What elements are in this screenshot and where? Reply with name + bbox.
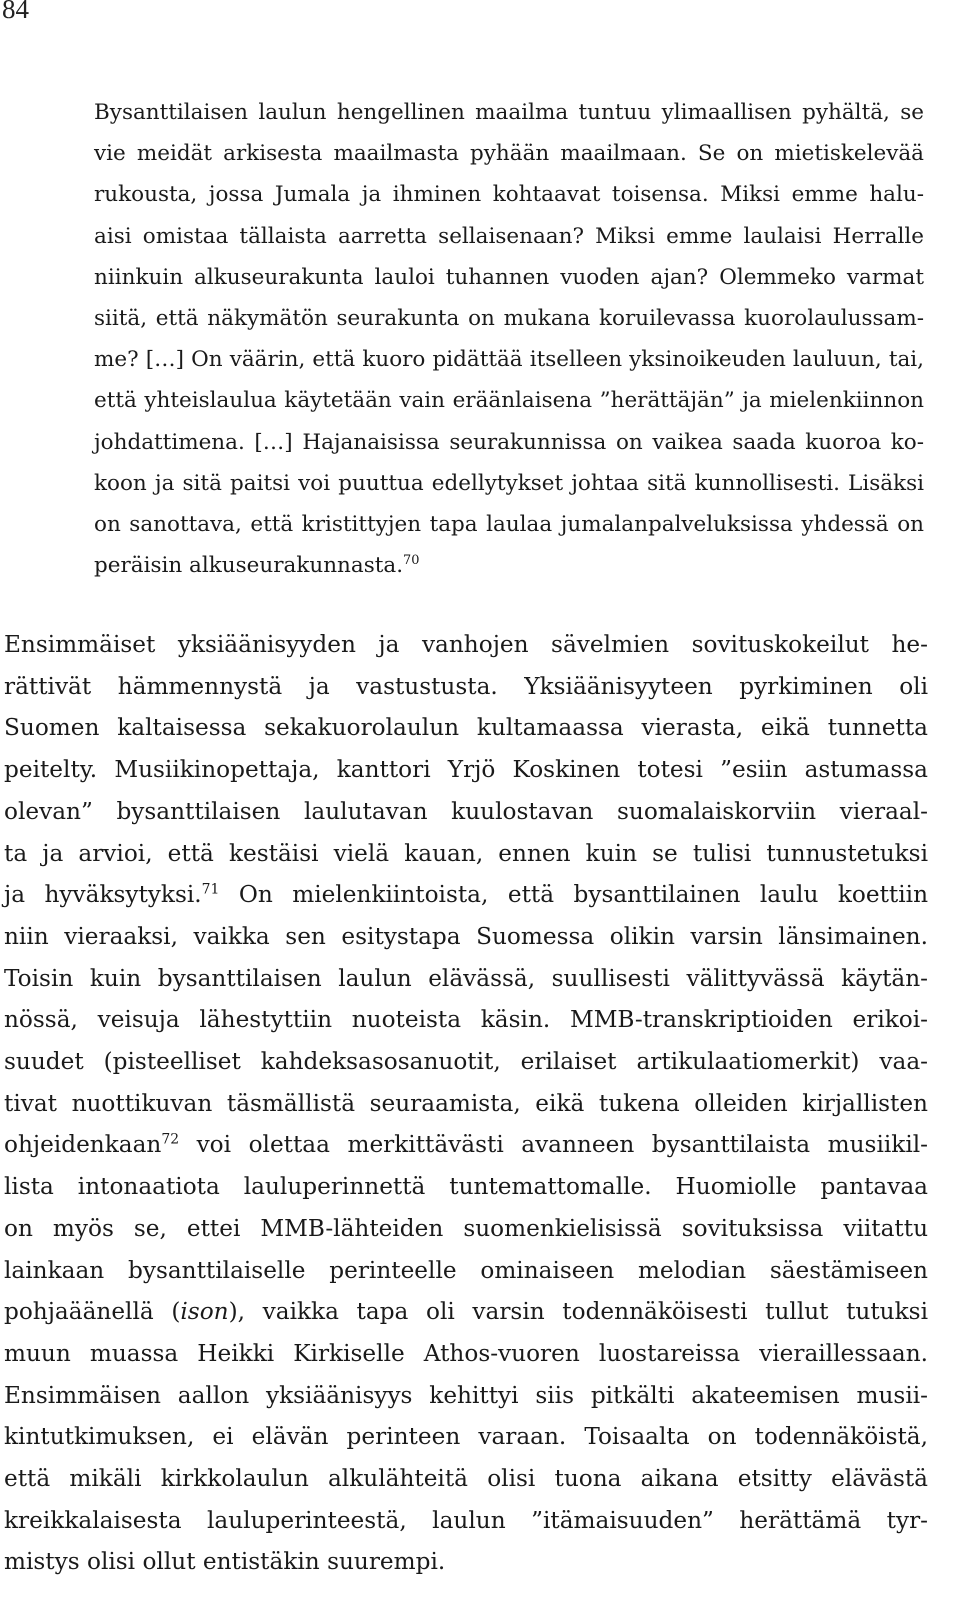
body-line: peitelty. Musiikinopettaja, kanttori Yrjö Koskinen totesi ”esiin astumassa <box>4 756 928 784</box>
body-text-segment: ohjeidenkaan <box>4 1131 162 1159</box>
quote-line: johdattimena. […] Hajanaisissa seurakunnissa on vaikea saada kuoroa ko- <box>94 429 924 455</box>
body-line: on myös se, ettei MMB-lähteiden suomenkielisissä sovituksissa viitattu <box>4 1214 928 1242</box>
quote-line: siitä, että näkymätön seurakunta on mukana koruilevassa kuorolaulussam- <box>94 306 924 332</box>
quote-last-text: peräisin alkuseurakunnasta. <box>94 553 404 579</box>
body-text-segment: On mielenkiintoista, että bysanttilainen laulu koettiin <box>219 881 929 909</box>
body-line: Toisin kuin bysanttilaisen laulun elävässä, suullisesti välittyvässä käytän- <box>4 964 928 992</box>
body-line-fn72 <box>4 1124 928 1166</box>
block-quote <box>94 92 924 586</box>
body-text-segment: ja hyväksytyksi. <box>4 881 202 909</box>
quote-line: rukousta, jossa Jumala ja ihminen kohtaavat toisensa. Miksi emme halu- <box>94 182 924 208</box>
body-line-last: mistys olisi ollut entistäkin suurempi. <box>4 1548 446 1576</box>
body-line: tivat nuottikuvan täsmällistä seuraamista, eikä tukena olleiden kirjallisten <box>4 1089 928 1117</box>
quote-line: vie meidät arkisesta maailmasta pyhään maailmaan. Se on mietiskelevää <box>94 141 924 167</box>
body-line: olevan” bysanttilaisen laulutavan kuulostavan suomalaiskorviin vieraal- <box>4 797 928 825</box>
body-line-fn71 <box>4 874 928 916</box>
body-text-segment: pohjaäänellä ( <box>4 1298 181 1326</box>
body-line: ta ja arvioi, että kestäisi vielä kauan, ennen kuin se tulisi tunnustetuksi <box>4 839 928 867</box>
quote-line: on sanottava, että kristittyjen tapa laulaa jumalanpalveluksissa yhdessä on <box>94 512 924 538</box>
body-line-ison <box>4 1291 928 1333</box>
body-line: Ensimmäisen aallon yksiäänisyys kehittyi siis pitkälti akateemisen musii- <box>4 1381 928 1409</box>
footnote-ref-70[interactable]: 70 <box>403 553 420 569</box>
quote-line: aisi omistaa tällaista aarretta sellaisenaan? Miksi emme laulaisi Herralle <box>94 223 924 249</box>
body-paragraph <box>4 624 928 1583</box>
body-line: Suomen kaltaisessa sekakuorolaulun kultamaassa vierasta, eikä tunnetta <box>4 714 928 742</box>
body-line: nössä, veisuja lähestyttiin nuoteista käsin. MMB-transkriptioiden erikoi- <box>4 1006 928 1034</box>
page-number: 84 <box>2 0 29 24</box>
quote-line: me? […] On väärin, että kuoro pidättää itselleen yksinoikeuden lauluun, tai, <box>94 347 924 373</box>
body-line: lista intonaatiota lauluperinnettä tuntemattomalle. Huomiolle pantavaa <box>4 1173 928 1201</box>
quote-line: että yhteislaulua käytetään vain eräänlaisena ”herättäjän” ja mielenkiinnon <box>94 388 924 414</box>
body-line: niin vieraaksi, vaikka sen esitystapa Suomessa olikin varsin länsimainen. <box>4 922 928 950</box>
body-line: Ensimmäiset yksiäänisyyden ja vanhojen sävelmien sovituskokeilut he- <box>4 631 928 658</box>
body-line: muun muassa Heikki Kirkiselle Athos-vuoren luostareissa vieraillessaan. <box>4 1339 928 1367</box>
body-line: kreikkalaisesta lauluperinteestä, laulun ”itämaisuuden” herättämä tyr- <box>4 1506 928 1534</box>
quote-line-last <box>94 545 924 586</box>
body-line: lainkaan bysanttilaiselle perinteelle ominaiseen melodian säestämiseen <box>4 1256 928 1284</box>
quote-line: koon ja sitä paitsi voi puuttua edellytykset johtaa sitä kunnollisesti. Lisäksi <box>94 470 924 496</box>
footnote-ref-72[interactable]: 72 <box>161 1131 180 1148</box>
body-line: rättivät hämmennystä ja vastustusta. Yksiäänisyyteen pyrkiminen oli <box>4 672 928 700</box>
body-text-segment: ), vaikka tapa oli varsin todennäköisesti tullut tutuksi <box>228 1298 928 1326</box>
body-text-segment: voi olettaa merkittävästi avanneen bysanttilaista musiikil- <box>179 1131 928 1159</box>
body-line: että mikäli kirkkolaulun alkulähteitä olisi tuona aikana etsitty elävästä <box>4 1465 928 1493</box>
quote-line: Bysanttilaisen laulun hengellinen maailma tuntuu ylimaallisen pyhältä, se <box>94 100 924 125</box>
term-ison: ison <box>180 1298 229 1326</box>
footnote-ref-71[interactable]: 71 <box>201 881 220 898</box>
quote-line: niinkuin alkuseurakunta lauloi tuhannen vuoden ajan? Olemmeko varmat <box>94 264 924 290</box>
body-line: kintutkimuksen, ei elävän perinteen varaan. Toisaalta on todennäköistä, <box>4 1423 928 1451</box>
body-line: suudet (pisteelliset kahdeksasosanuotit, erilaiset artikulaatiomerkit) vaa- <box>4 1048 928 1076</box>
